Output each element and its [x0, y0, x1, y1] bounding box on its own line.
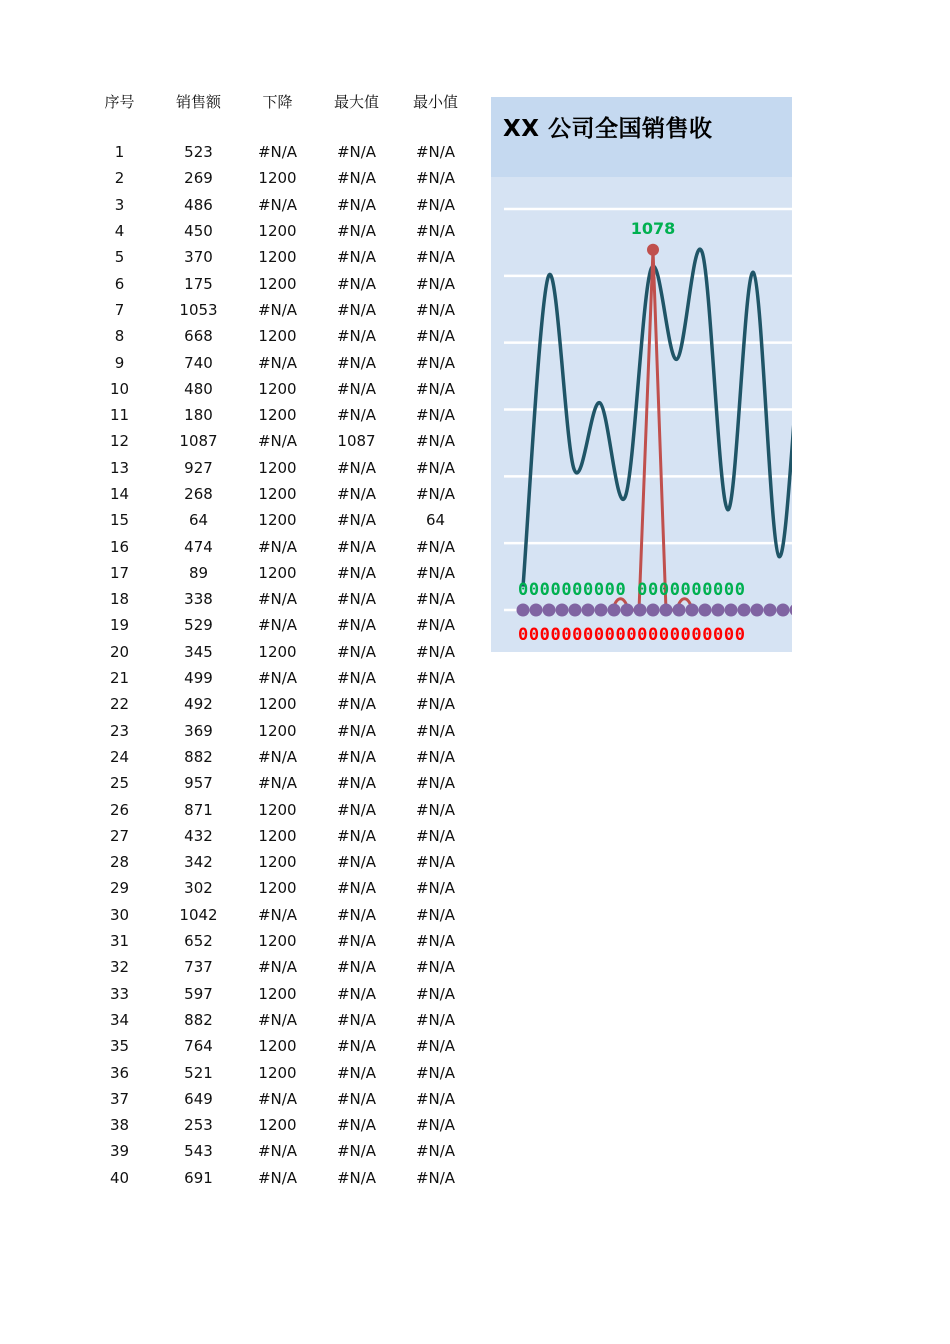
cell-index: 8 [114, 327, 125, 346]
baseline-marker [673, 604, 686, 617]
cell-index: 22 [109, 695, 130, 714]
cell-min: #N/A [415, 353, 456, 372]
cell-index: 31 [109, 932, 130, 951]
cell-index: 34 [109, 1010, 130, 1029]
cell-max: #N/A [336, 379, 377, 398]
cell-min: #N/A [415, 222, 456, 241]
cell-sales: 668 [184, 327, 213, 346]
cell-min: #N/A [415, 1063, 456, 1082]
cell-index: 10 [109, 379, 130, 398]
cell-max: #N/A [336, 300, 377, 319]
cell-sales: 450 [184, 222, 213, 241]
cell-index: 9 [114, 353, 125, 372]
table-row [80, 823, 475, 849]
cell-decline: #N/A [257, 143, 298, 162]
baseline-marker [777, 604, 790, 617]
green-label-row: 0000000000 0000000000 [518, 580, 746, 600]
cell-sales: 492 [184, 695, 213, 714]
cell-decline: 1200 [258, 327, 297, 346]
cell-max: #N/A [336, 248, 377, 267]
cell-decline: 1200 [258, 879, 297, 898]
cell-min: #N/A [415, 1010, 456, 1029]
cell-index: 38 [109, 1116, 130, 1135]
cell-index: 19 [109, 616, 130, 635]
cell-sales: 342 [184, 853, 213, 872]
cell-sales: 338 [184, 590, 213, 609]
cell-index: 17 [109, 563, 130, 582]
cell-max: #N/A [336, 1063, 377, 1082]
baseline-marker [517, 604, 530, 617]
table-row [80, 981, 475, 1007]
cell-max: #N/A [336, 695, 377, 714]
cell-index: 3 [114, 195, 125, 214]
table-row [80, 849, 475, 875]
cell-sales: 957 [184, 774, 213, 793]
cell-sales: 740 [184, 353, 213, 372]
table-body [80, 139, 475, 1191]
cell-max: #N/A [336, 669, 377, 688]
cell-min: #N/A [415, 853, 456, 872]
cell-sales: 180 [184, 406, 213, 425]
table-row [80, 349, 475, 375]
cell-max: #N/A [336, 958, 377, 977]
table-row [80, 770, 475, 796]
cell-max: #N/A [336, 143, 377, 162]
cell-max: #N/A [336, 274, 377, 293]
table-row [80, 796, 475, 822]
cell-max: #N/A [336, 932, 377, 951]
cell-max: #N/A [336, 616, 377, 635]
cell-sales: 523 [184, 143, 213, 162]
cell-index: 24 [109, 747, 130, 766]
cell-decline: 1200 [258, 248, 297, 267]
cell-sales: 253 [184, 1116, 213, 1135]
header-decline: 下降 [262, 92, 293, 111]
cell-decline: 1200 [258, 1037, 297, 1056]
cell-index: 32 [109, 958, 130, 977]
cell-decline: #N/A [257, 1089, 298, 1108]
cell-min: #N/A [415, 195, 456, 214]
cell-sales: 543 [184, 1142, 213, 1161]
cell-sales: 764 [184, 1037, 213, 1056]
cell-max: #N/A [336, 169, 377, 188]
cell-sales: 1087 [179, 432, 218, 451]
table-row [80, 1086, 475, 1112]
cell-min: #N/A [415, 800, 456, 819]
cell-decline: 1200 [258, 406, 297, 425]
table-row [80, 165, 475, 191]
baseline-marker [699, 604, 712, 617]
cell-max: #N/A [336, 327, 377, 346]
cell-max: #N/A [336, 1037, 377, 1056]
cell-max: #N/A [336, 195, 377, 214]
cell-min: #N/A [415, 932, 456, 951]
header-row [80, 88, 475, 114]
cell-sales: 691 [184, 1168, 213, 1187]
cell-decline: 1200 [258, 932, 297, 951]
chart-title: XX 公司全国销售收 [503, 116, 713, 142]
cell-max: #N/A [336, 747, 377, 766]
cell-sales: 64 [188, 511, 209, 530]
cell-min: #N/A [415, 1037, 456, 1056]
cell-max: #N/A [336, 1168, 377, 1187]
table-row [80, 533, 475, 559]
baseline-marker [569, 604, 582, 617]
cell-min: #N/A [415, 826, 456, 845]
baseline-marker [647, 604, 660, 617]
header-sales: 销售额 [175, 92, 221, 111]
cell-min: #N/A [415, 774, 456, 793]
cell-index: 30 [109, 905, 130, 924]
cell-min: #N/A [415, 248, 456, 267]
cell-min: #N/A [415, 616, 456, 635]
cell-min: #N/A [415, 590, 456, 609]
cell-decline: 1200 [258, 984, 297, 1003]
table-row [80, 428, 475, 454]
cell-sales: 1042 [179, 905, 218, 924]
cell-decline: #N/A [257, 353, 298, 372]
cell-sales: 521 [184, 1063, 213, 1082]
cell-sales: 652 [184, 932, 213, 951]
baseline-marker [530, 604, 543, 617]
cell-index: 4 [114, 222, 125, 241]
cell-min: #N/A [415, 563, 456, 582]
cell-index: 28 [109, 853, 130, 872]
cell-min: #N/A [415, 537, 456, 556]
table-row [80, 928, 475, 954]
table-row [80, 639, 475, 665]
cell-sales: 480 [184, 379, 213, 398]
cell-max: #N/A [336, 485, 377, 503]
cell-index: 27 [109, 826, 130, 845]
cell-decline: 1200 [258, 1063, 297, 1082]
cell-decline: #N/A [257, 300, 298, 319]
cell-min: #N/A [415, 485, 456, 503]
cell-decline: #N/A [257, 590, 298, 609]
cell-index: 37 [109, 1089, 130, 1108]
baseline-marker [608, 604, 621, 617]
cell-sales: 882 [184, 1010, 213, 1029]
cell-decline: 1200 [258, 169, 297, 188]
cell-max: #N/A [336, 590, 377, 609]
cell-min: #N/A [415, 327, 456, 346]
cell-max: #N/A [336, 774, 377, 793]
cell-decline: 1200 [258, 458, 297, 477]
cell-sales: 499 [184, 669, 213, 688]
table-row [80, 297, 475, 323]
cell-decline: #N/A [257, 1168, 298, 1187]
table-row [80, 902, 475, 928]
table-row [80, 875, 475, 901]
baseline-marker [660, 604, 673, 617]
cell-index: 11 [109, 406, 130, 425]
table-row [80, 1059, 475, 1085]
table-row [80, 402, 475, 428]
cell-max: #N/A [336, 826, 377, 845]
table-row [80, 481, 475, 507]
cell-max: #N/A [336, 1010, 377, 1029]
table-row [80, 1165, 475, 1191]
cell-min: #N/A [415, 1116, 456, 1135]
cell-index: 6 [114, 274, 125, 293]
table-row [80, 1007, 475, 1033]
table-row [80, 270, 475, 296]
max-data-label: 1078 [630, 218, 676, 238]
cell-index: 40 [109, 1168, 130, 1187]
table-row [80, 718, 475, 744]
cell-sales: 871 [184, 800, 213, 819]
cell-decline: 1200 [258, 1116, 297, 1135]
cell-index: 12 [109, 432, 130, 451]
cell-sales: 370 [184, 248, 213, 267]
table-row [80, 455, 475, 481]
cell-max: #N/A [336, 721, 377, 740]
cell-max: #N/A [336, 800, 377, 819]
cell-index: 18 [109, 590, 130, 609]
table-row [80, 691, 475, 717]
cell-index: 13 [109, 458, 130, 477]
baseline-marker [595, 604, 608, 617]
sales-table [80, 88, 475, 1191]
header-min: 最小值 [412, 92, 458, 111]
cell-min: #N/A [415, 721, 456, 740]
cell-min: #N/A [415, 642, 456, 661]
cell-decline: 1200 [258, 826, 297, 845]
cell-min: #N/A [415, 695, 456, 714]
cell-index: 29 [109, 879, 130, 898]
cell-index: 5 [114, 248, 125, 267]
cell-sales: 882 [184, 747, 213, 766]
cell-sales: 737 [184, 958, 213, 977]
table-row [80, 612, 475, 638]
cell-max: #N/A [336, 905, 377, 924]
cell-index: 26 [109, 800, 130, 819]
cell-min: #N/A [415, 274, 456, 293]
cell-sales: 1053 [179, 300, 218, 319]
red-label-row: 000000000000000000000 [518, 625, 746, 645]
cell-max: #N/A [336, 642, 377, 661]
cell-min: #N/A [415, 1142, 456, 1161]
table-row [80, 954, 475, 980]
cell-sales: 268 [184, 485, 213, 503]
baseline-marker [712, 604, 725, 617]
cell-index: 20 [109, 642, 130, 661]
cell-sales: 302 [184, 879, 213, 898]
cell-decline: #N/A [257, 195, 298, 214]
cell-decline: #N/A [257, 1142, 298, 1161]
cell-decline: 1200 [258, 853, 297, 872]
cell-index: 25 [109, 774, 130, 793]
cell-max: #N/A [336, 1089, 377, 1108]
table-row [80, 1033, 475, 1059]
table-row [80, 192, 475, 218]
cell-index: 21 [109, 669, 130, 688]
cell-sales: 649 [184, 1089, 213, 1108]
table-row [80, 560, 475, 586]
cell-min: #N/A [415, 458, 456, 477]
baseline-marker [634, 604, 647, 617]
baseline-marker [556, 604, 569, 617]
cell-sales: 345 [184, 642, 213, 661]
cell-max: #N/A [336, 511, 377, 530]
cell-sales: 474 [184, 537, 213, 556]
cell-max: #N/A [336, 222, 377, 241]
baseline-marker [582, 604, 595, 617]
table-row [80, 1138, 475, 1164]
cell-max: 1087 [337, 432, 376, 451]
baseline-marker [764, 604, 777, 617]
cell-index: 2 [114, 169, 125, 188]
table-row [80, 139, 475, 165]
cell-index: 16 [109, 537, 130, 556]
cell-decline: 1200 [258, 379, 297, 398]
table-row [80, 586, 475, 612]
cell-max: #N/A [336, 537, 377, 556]
cell-sales: 927 [184, 458, 213, 477]
cell-decline: #N/A [257, 669, 298, 688]
header-max: 最大值 [333, 92, 379, 111]
baseline-marker [543, 604, 556, 617]
cell-min: #N/A [415, 747, 456, 766]
cell-decline: #N/A [257, 537, 298, 556]
cell-decline: #N/A [257, 432, 298, 451]
cell-min: #N/A [415, 406, 456, 425]
cell-sales: 529 [184, 616, 213, 635]
table-row [80, 323, 475, 349]
cell-min: #N/A [415, 143, 456, 162]
cell-decline: 1200 [258, 695, 297, 714]
cell-decline: #N/A [257, 774, 298, 793]
table-row [80, 1112, 475, 1138]
cell-sales: 175 [184, 274, 213, 293]
cell-min: 64 [425, 511, 446, 530]
cell-sales: 89 [188, 563, 209, 582]
table-row [80, 665, 475, 691]
cell-max: #N/A [336, 406, 377, 425]
cell-index: 14 [109, 485, 130, 503]
cell-decline: 1200 [258, 511, 297, 530]
cell-sales: 597 [184, 984, 213, 1003]
cell-sales: 369 [184, 721, 213, 740]
baseline-marker [686, 604, 699, 617]
cell-min: #N/A [415, 300, 456, 319]
table-row [80, 376, 475, 402]
cell-min: #N/A [415, 879, 456, 898]
baseline-marker [738, 604, 751, 617]
cell-decline: #N/A [257, 1010, 298, 1029]
cell-decline: #N/A [257, 905, 298, 924]
cell-index: 23 [109, 721, 130, 740]
cell-min: #N/A [415, 432, 456, 451]
cell-max: #N/A [336, 853, 377, 872]
cell-min: #N/A [415, 1089, 456, 1108]
cell-decline: 1200 [258, 485, 297, 503]
baseline-marker [621, 604, 634, 617]
cell-sales: 432 [184, 826, 213, 845]
cell-min: #N/A [415, 984, 456, 1003]
cell-index: 36 [109, 1063, 130, 1082]
cell-max: #N/A [336, 1116, 377, 1135]
cell-decline: #N/A [257, 747, 298, 766]
cell-min: #N/A [415, 379, 456, 398]
cell-max: #N/A [336, 984, 377, 1003]
cell-sales: 269 [184, 169, 213, 188]
cell-min: #N/A [415, 958, 456, 977]
cell-index: 39 [109, 1142, 130, 1161]
chart-panel [491, 97, 792, 652]
baseline-marker [751, 604, 764, 617]
cell-min: #N/A [415, 669, 456, 688]
cell-min: #N/A [415, 169, 456, 188]
cell-decline: 1200 [258, 642, 297, 661]
cell-index: 1 [114, 143, 125, 162]
cell-decline: #N/A [257, 958, 298, 977]
table-row [80, 744, 475, 770]
table-row [80, 244, 475, 270]
cell-max: #N/A [336, 353, 377, 372]
baseline-marker [725, 604, 738, 617]
table-row [80, 507, 475, 533]
cell-index: 33 [109, 984, 130, 1003]
table-row [80, 218, 475, 244]
cell-decline: 1200 [258, 721, 297, 740]
cell-max: #N/A [336, 879, 377, 898]
max-marker [647, 244, 659, 256]
cell-max: #N/A [336, 1142, 377, 1161]
cell-index: 15 [109, 511, 130, 530]
cell-max: #N/A [336, 458, 377, 477]
cell-index: 7 [114, 300, 125, 319]
cell-min: #N/A [415, 905, 456, 924]
cell-decline: 1200 [258, 222, 297, 241]
cell-sales: 486 [184, 195, 213, 214]
sales-chart [491, 97, 792, 652]
cell-min: #N/A [415, 1168, 456, 1187]
cell-index: 35 [109, 1037, 130, 1056]
cell-decline: 1200 [258, 274, 297, 293]
cell-decline: 1200 [258, 563, 297, 582]
header-index: 序号 [104, 92, 135, 111]
cell-decline: #N/A [257, 616, 298, 635]
cell-max: #N/A [336, 563, 377, 582]
cell-decline: 1200 [258, 800, 297, 819]
